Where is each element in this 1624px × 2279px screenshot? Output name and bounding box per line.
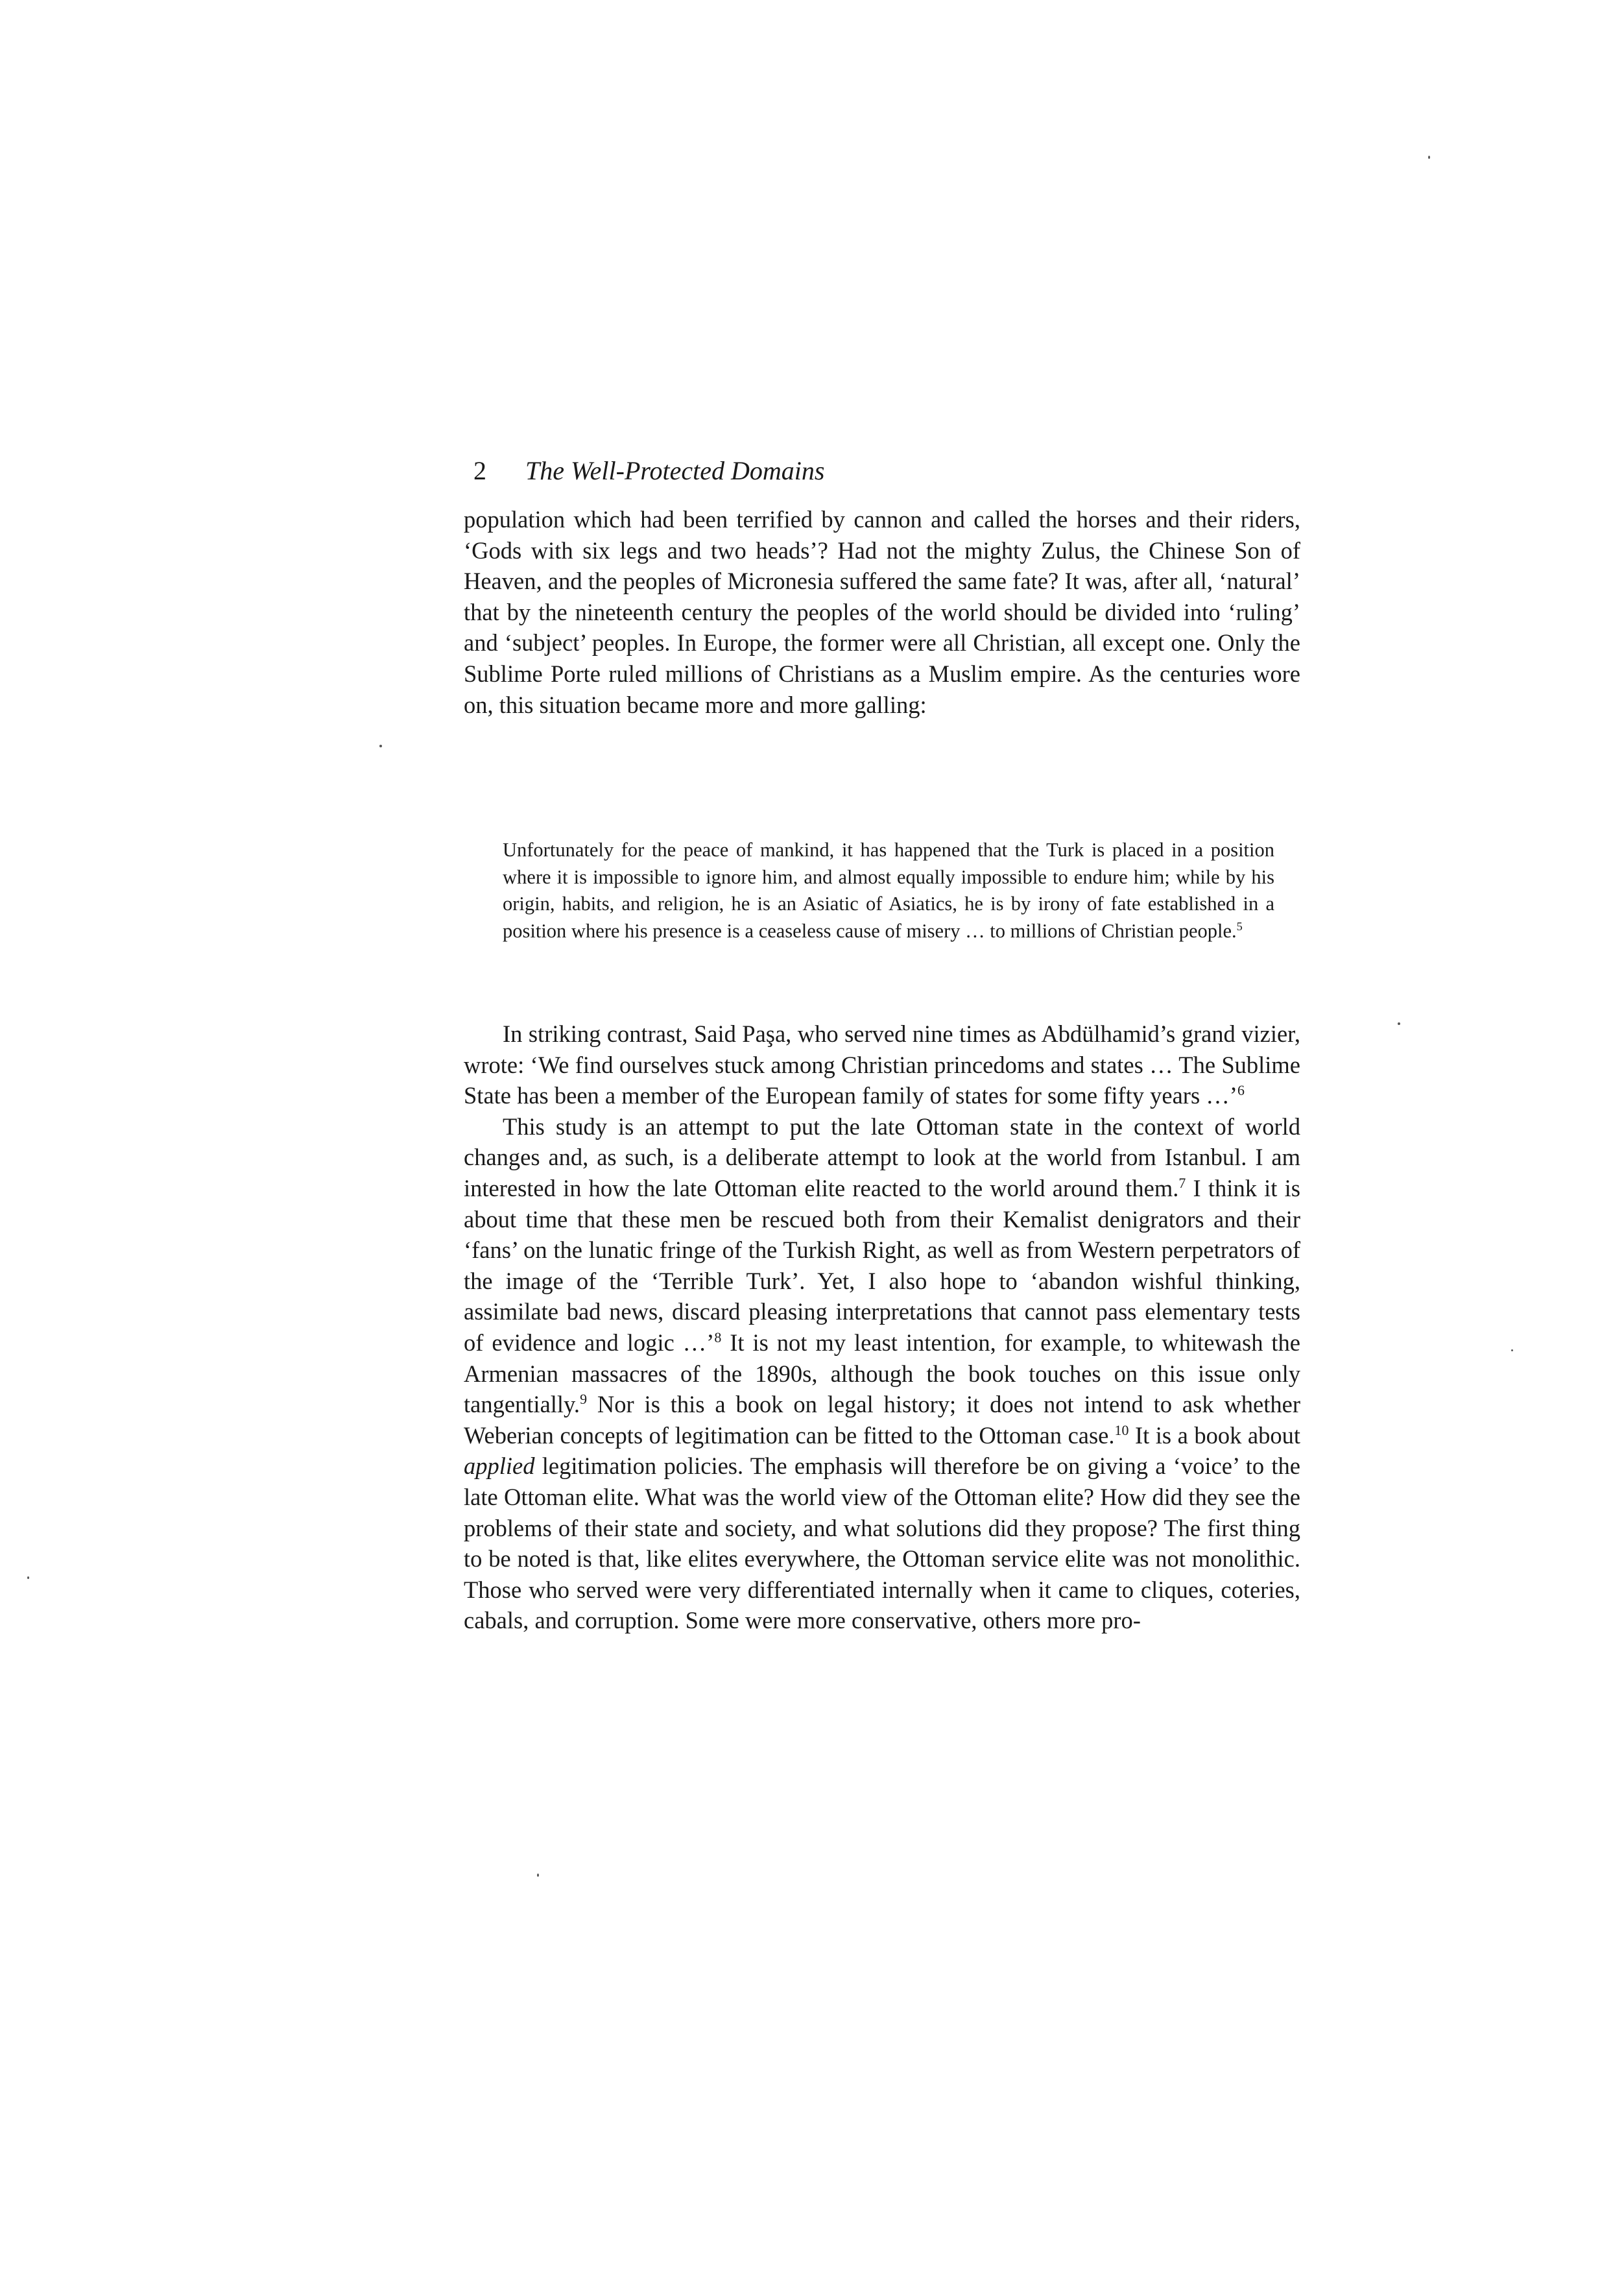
paragraph-1 xyxy=(464,504,1300,720)
scan-speck xyxy=(379,745,382,747)
emphasis-applied: applied xyxy=(464,1453,535,1480)
paragraph-3-part-4: Nor is this a book on legal history; it does not intend to ask whether Weberian concepts of legitimation can be fitted to the Ottoman case. xyxy=(464,1391,1300,1449)
paragraph-3-part-2: I think it is about time that these men be rescued both from their Kemalist denigrators and their ‘fans’ on the lunatic fringe of the Turkish Right, as well as from Western perpetrators of the image of the ‘Terrible Turk’. Yet, I also hope to ‘abandon wishful thinking, assimilate bad news, discard pleasing interpretations that cannot pass elementary tests of evidence and logic …’ xyxy=(464,1174,1300,1356)
footnote-ref-9: 9 xyxy=(580,1390,588,1407)
footnote-ref-6: 6 xyxy=(1237,1082,1245,1099)
scan-speck xyxy=(537,1874,539,1877)
footnote-ref-10: 10 xyxy=(1114,1421,1129,1438)
block-quote xyxy=(503,837,1274,945)
scan-speck xyxy=(1428,156,1430,159)
paragraph-2 xyxy=(464,1019,1300,1111)
body-continuation xyxy=(464,1019,1300,1636)
paragraph-3-part-5: It is a book about xyxy=(1128,1421,1301,1449)
block-quote-text: Unfortunately for the peace of mankind, it has happened that the Turk is placed in a position where it is impossible to ignore him, and almost equally impossible to endure him; while by his origin, habits, and religion, he is an Asiatic of Asiatics, he is by irony of fate established in a position where his presence is a ceaseless cause of misery … to millions of Christian people. xyxy=(503,839,1274,942)
scan-speck xyxy=(1511,1349,1513,1351)
scan-speck xyxy=(27,1576,29,1579)
paragraph-3-part-1: This study is an attempt to put the late Ottoman state in the context of world changes and, as such, is a deliberate attempt to look at the world from Istanbul. I am interested in how the late Ottoman elite reacted to the world around them. xyxy=(464,1113,1300,1201)
scan-speck xyxy=(1398,1022,1400,1025)
paragraph-3-part-3: It is not my least intention, for example, to whitewash the Armenian massacres of the 1890s, although the book touches on this issue only tangentially. xyxy=(464,1329,1301,1418)
page-number: 2 xyxy=(473,456,486,485)
running-head xyxy=(473,454,1291,488)
footnote-ref-5: 5 xyxy=(1236,919,1243,933)
paragraph-3 xyxy=(464,1111,1300,1636)
book-title: The Well-Protected Domains xyxy=(525,456,825,485)
paragraph-3-part-6: legitimation policies. The emphasis will therefore be on giving a ‘voice’ to the late Ottoman elite. What was the world view of the Ottoman elite? How did they see the problems of their state and society, and what solutions did they propose? The first thing to be noted is that, like elites everywhere, the Ottoman service elite was not monolithic. Those who served were very differentiated internally when it came to cliques, coteries, cabals, and corruption. Some were more conservative, others more pro- xyxy=(464,1453,1300,1634)
footnote-ref-7: 7 xyxy=(1178,1174,1186,1191)
footnote-ref-8: 8 xyxy=(714,1329,722,1345)
paragraph-2-text: In striking contrast, Said Paşa, who served nine times as Abdülhamid’s grand vizier, wrote: ‘We find ourselves stuck among Christian princedoms and states … The Sublime State has been a member of the European family of states for some fifty years …’ xyxy=(464,1020,1300,1109)
paragraph-1-text: population which had been terrified by cannon and called the horses and their riders, ‘Gods with six legs and two heads’? Had not the mighty Zulus, the Chinese Son of Heaven, and the peoples of Micronesia suffered the same fate? It was, after all, ‘natural’ that by the nineteenth century the peoples of the world should be divided into ‘ruling’ and ‘subject’ peoples. In Europe, the former were all Christian, all except one. Only the Sublime Porte ruled millions of Christians as a Muslim empire. As the centuries wore on, this situation became more and more galling: xyxy=(464,506,1300,718)
